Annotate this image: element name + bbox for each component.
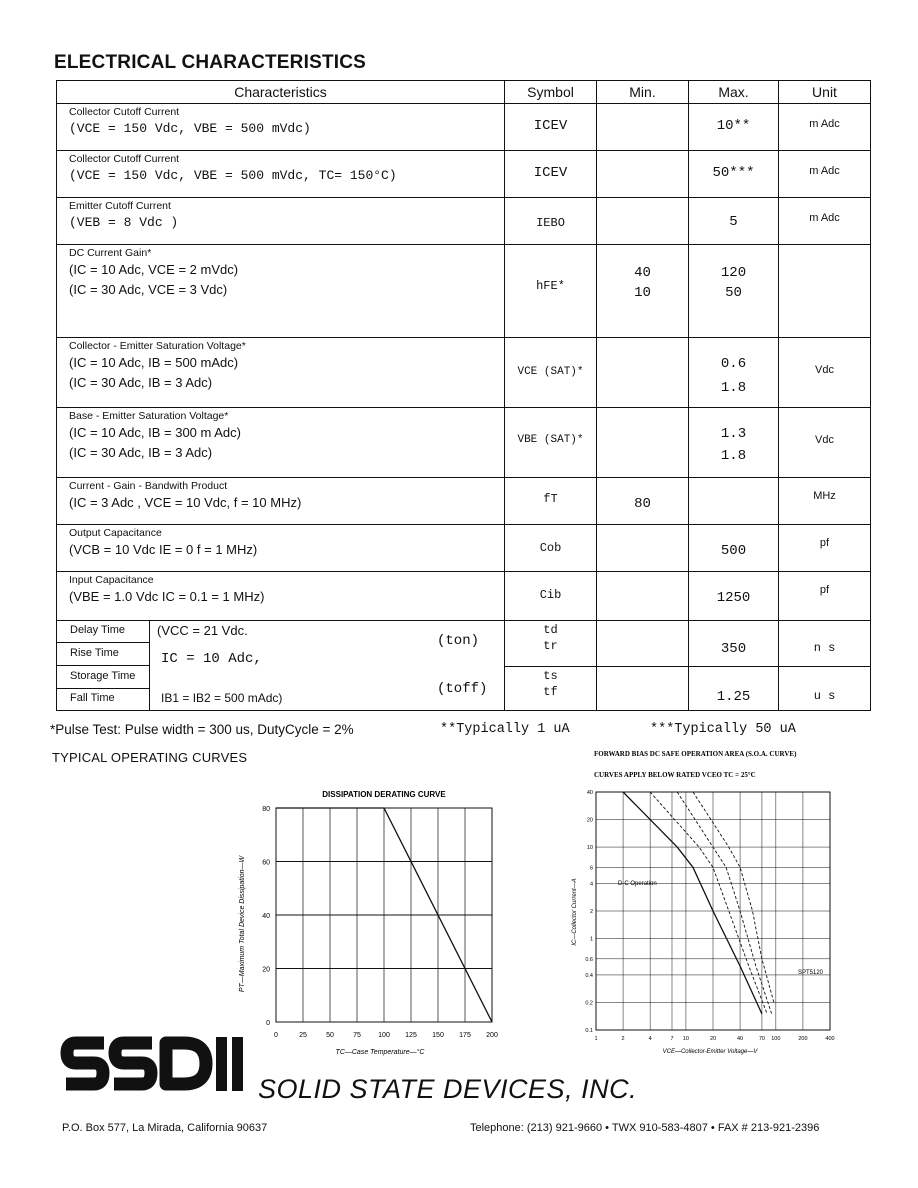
chart2-xtick-label: 200: [798, 1036, 808, 1042]
row-max-2: 1.8: [720, 380, 747, 396]
row-max: 500: [720, 543, 747, 559]
header-unit: Unit: [779, 81, 871, 104]
chart1-title: DISSIPATION DERATING CURVE: [322, 790, 446, 799]
row-condition-1: (IC = 10 Adc, IB = 500 mAdc): [69, 355, 239, 370]
row-max: 50***: [712, 165, 755, 181]
chart2-title: FORWARD BIAS DC SAFE OPERATION AREA (S.O.A. CURVE): [594, 750, 797, 758]
row-min-2: 10: [634, 285, 651, 301]
row-max: 1250: [716, 590, 751, 606]
chart1-xtick-label: 75: [353, 1032, 361, 1039]
safe-operating-area-chart: [560, 742, 860, 1056]
table-row: [57, 104, 871, 151]
chart2-ytick-label: 2: [589, 909, 593, 915]
row-max-2: 1.8: [720, 448, 747, 464]
chart1-ytick-label: 0: [266, 1020, 270, 1027]
row-symbol: ICEV: [533, 118, 568, 134]
row-symbol: fT: [543, 492, 558, 506]
switch-max-1: 350: [720, 641, 747, 657]
ssdi-logo: [60, 1034, 254, 1104]
chart1-ylabel: PT—Maximum Total Device Dissipation—W: [239, 855, 246, 993]
table-row: [57, 408, 871, 478]
row-condition-2: (IC = 30 Adc, IB = 3 Adc): [69, 375, 213, 390]
switch-label-storage: Storage Time: [57, 666, 149, 689]
switch-label-fall: Fall Time: [70, 692, 115, 704]
chart1-ytick-label: 80: [262, 806, 270, 813]
row-unit: m Adc: [809, 165, 840, 177]
row-name: Collector Cutoff Current: [69, 153, 180, 165]
chart2-subtitle: CURVES APPLY BELOW RATED VCEO TC = 25°C: [594, 771, 756, 779]
chart1-ytick-label: 40: [262, 913, 270, 920]
chart2-xtick-label: 400: [825, 1036, 835, 1042]
row-symbol: Cob: [539, 541, 562, 555]
row-condition-1: (IC = 10 Adc, IB = 300 m Adc): [69, 425, 241, 440]
switch-toff: (toff): [437, 681, 488, 697]
chart1-xtick-label: 25: [299, 1032, 307, 1039]
row-unit: Vdc: [815, 364, 834, 376]
header-min: Min.: [597, 81, 689, 104]
chart2-ytick-label: 0.2: [585, 1000, 593, 1007]
row-max-1: 1.3: [720, 426, 747, 442]
row-condition: (VEB = 8 Vdc ): [69, 215, 179, 230]
table-header-row: [57, 81, 871, 104]
switch-unit-1: n s: [813, 641, 836, 655]
row-symbol: VBE (SAT)*: [517, 434, 584, 446]
curves-title: TYPICAL OPERATING CURVES: [52, 750, 248, 765]
row-max-1: 120: [720, 265, 747, 281]
table-row: [57, 525, 871, 572]
chart1-ticks: [262, 806, 498, 1039]
electrical-characteristics-table: [56, 80, 871, 711]
table-row: [57, 572, 871, 621]
chart2-xtick-label: 40: [737, 1036, 744, 1042]
chart2-ytick-label: 40: [586, 790, 593, 796]
switch-condition-2: IC = 10 Adc,: [161, 651, 262, 667]
row-symbol: IEBO: [536, 216, 565, 230]
chart2-xlabel: VCE—Collector-Emitter Voltage—V: [662, 1049, 758, 1055]
row-max: 5: [729, 214, 738, 230]
switch-max-2: 1.25: [716, 689, 751, 705]
row-symbol: VCE (SAT)*: [517, 366, 584, 378]
chart2-xtick-label: 4: [648, 1036, 652, 1042]
chart2-xtick-label: 7: [670, 1036, 674, 1042]
chart1-xtick-label: 175: [459, 1032, 471, 1039]
row-name: Base - Emitter Saturation Voltage*: [69, 410, 229, 422]
switch-symbol-tf: tf: [543, 685, 558, 699]
row-symbol: hFE*: [536, 279, 565, 293]
switch-label-rise: Rise Time: [57, 643, 149, 666]
row-condition-2: (IC = 30 Adc, IB = 3 Adc): [69, 445, 213, 460]
row-name: Input Capacitance: [69, 574, 154, 586]
row-condition-1: (IC = 10 Adc, VCE = 2 mVdc): [69, 262, 239, 277]
chart1-xtick-label: 150: [432, 1032, 444, 1039]
row-condition-2: (IC = 30 Adc, VCE = 3 Vdc): [69, 282, 228, 297]
row-symbol: Cib: [539, 588, 562, 602]
chart2-ytick-label: 1: [589, 936, 593, 943]
chart2-ytick-label: 0.1: [585, 1028, 593, 1034]
chart2-xtick-label: 10: [682, 1036, 689, 1042]
row-max: 10**: [716, 118, 751, 134]
row-unit: m Adc: [809, 212, 840, 224]
switch-symbol-tr: tr: [543, 639, 558, 653]
chart2-xtick-label: 20: [709, 1036, 717, 1042]
header-characteristics: Characteristics: [57, 81, 505, 104]
chart2-ytick-label: 20: [586, 817, 593, 824]
chart1-xtick-label: 0: [274, 1032, 278, 1039]
row-symbol: ICEV: [533, 165, 568, 181]
chart2-xtick-label: 2: [621, 1036, 625, 1042]
footnote-pulse-test: *Pulse Test: Pulse width = 300 us, DutyCycle = 2%: [50, 722, 354, 737]
row-unit: pf: [819, 537, 830, 549]
table-row: [57, 151, 871, 198]
switch-ton: (ton): [437, 633, 480, 649]
footnote-typical-1: **Typically 1 uA: [440, 722, 570, 737]
switch-condition-3: IB1 = IB2 = 500 mAdc): [161, 691, 283, 705]
table-row: [57, 338, 871, 408]
table-row: [57, 478, 871, 525]
row-name: Emitter Cutoff Current: [69, 200, 171, 212]
switch-condition-1: (VCC = 21 Vdc.: [157, 623, 248, 638]
chart1-xtick-label: 125: [405, 1032, 417, 1039]
chart2-xtick-label: 1: [594, 1036, 598, 1042]
chart1-xtick-label: 50: [326, 1032, 334, 1039]
chart1-xtick-label: 200: [486, 1032, 498, 1039]
chart2-curve: [623, 792, 762, 1014]
row-condition: (VCE = 150 Vdc, VBE = 500 mVdc, TC= 150°C): [69, 168, 397, 183]
chart2-annotation-dc: D-C Operation: [618, 881, 657, 887]
row-name: DC Current Gain*: [69, 247, 152, 259]
chart2-ytick-label: 4: [589, 881, 593, 888]
header-max: Max.: [689, 81, 779, 104]
row-max-2: 50: [725, 285, 742, 301]
table-row: [57, 198, 871, 245]
chart2-ytick-label: 6: [589, 865, 593, 872]
header-symbol: Symbol: [505, 81, 597, 104]
row-min-1: 40: [634, 265, 651, 281]
row-unit: Vdc: [815, 434, 834, 446]
chart1-xtick-label: 100: [378, 1032, 390, 1039]
company-name: SOLID STATE DEVICES, INC.: [258, 1074, 638, 1104]
table-row: [57, 245, 871, 338]
switch-symbol-td: td: [543, 623, 558, 637]
company-contact: Telephone: (213) 921-9660 • TWX 910-583-4807 • FAX # 213-921-2396: [470, 1122, 820, 1134]
row-name: Collector - Emitter Saturation Voltage*: [69, 340, 246, 352]
row-name: Current - Gain - Bandwith Product: [69, 480, 228, 492]
row-min: 80: [634, 496, 651, 512]
company-address: P.O. Box 577, La Mirada, California 90637: [62, 1122, 268, 1134]
row-condition: (VBE = 1.0 Vdc IC = 0.1 = 1 MHz): [69, 589, 265, 604]
row-condition: (IC = 3 Adc , VCE = 10 Vdc, f = 10 MHz): [69, 495, 302, 510]
footnote-typical-2: ***Typically 50 uA: [650, 722, 796, 737]
switch-unit-2: u s: [813, 689, 836, 703]
chart2-ylabel: IC—Collector Current—A: [572, 878, 578, 946]
row-condition: (VCE = 150 Vdc, VBE = 500 mVdc): [69, 121, 311, 136]
row-unit: m Adc: [809, 118, 840, 130]
chart2-ytick-label: 10: [586, 845, 593, 852]
row-unit: MHz: [813, 490, 836, 502]
chart1-xlabel: TC—Case Temperature—°C: [335, 1049, 425, 1056]
chart2-ytick-label: 0.4: [585, 972, 593, 979]
chart2-curve: [677, 792, 772, 1014]
row-unit: pf: [819, 584, 830, 596]
switching-row: [57, 621, 871, 711]
chart1-grid: [276, 808, 492, 1022]
row-name: Collector Cutoff Current: [69, 106, 180, 118]
page-title: ELECTRICAL CHARACTERISTICS: [54, 52, 367, 73]
chart2-annotation-part: SPT5120: [798, 970, 824, 976]
chart1-ytick-label: 20: [262, 966, 270, 974]
switch-symbol-ts: ts: [543, 669, 558, 683]
chart2-curves: [623, 792, 774, 1014]
chart2-ytick-label: 0.6: [585, 956, 593, 963]
dissipation-derating-chart: [228, 784, 510, 1058]
row-name: Output Capacitance: [69, 527, 162, 539]
chart2-xtick-label: 100: [771, 1036, 781, 1042]
row-max-1: 0.6: [720, 356, 747, 372]
chart2-ticks: [585, 790, 834, 1042]
switch-label-delay: Delay Time: [57, 621, 149, 643]
chart2-xtick-label: 70: [758, 1036, 765, 1042]
chart1-ytick-label: 60: [262, 859, 270, 867]
row-condition: (VCB = 10 Vdc IE = 0 f = 1 MHz): [69, 542, 258, 557]
